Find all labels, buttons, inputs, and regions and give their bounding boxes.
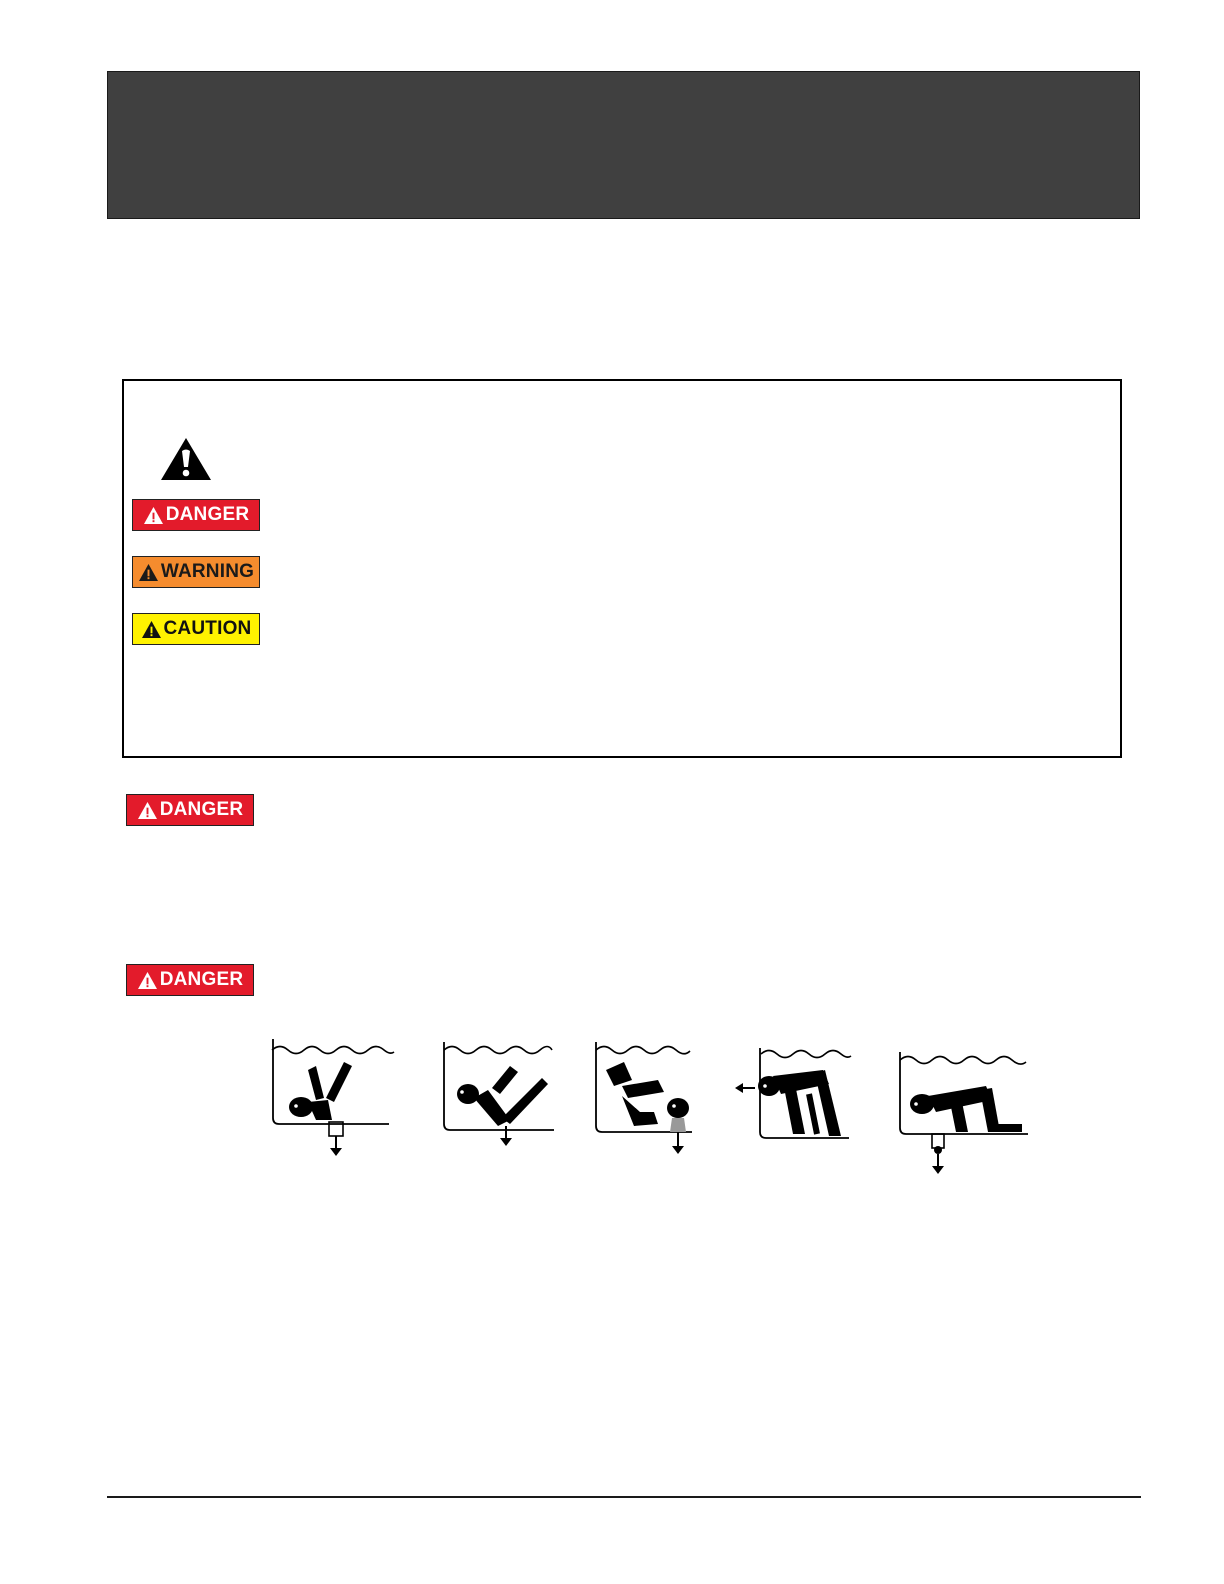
danger-label-text: DANGER: [159, 799, 244, 820]
danger-label: [132, 499, 260, 531]
warning-triangle-icon: [138, 563, 159, 582]
safety-legend-box: [122, 379, 1122, 758]
danger-label: [126, 794, 254, 826]
footer-rule: [107, 1496, 1141, 1498]
warning-triangle-icon: [143, 506, 164, 525]
hair-entrapment-figure: [270, 1036, 392, 1160]
warning-triangle-icon: [141, 620, 162, 639]
evisceration-figure: [733, 1044, 855, 1142]
danger-label-text: DANGER: [159, 969, 244, 990]
alert-triangle-icon: [160, 437, 212, 481]
warning-label: [132, 556, 260, 588]
warning-label-text: WARNING: [160, 561, 255, 582]
caution-label-text: CAUTION: [163, 618, 252, 639]
mechanical-entrapment-figure: [896, 1050, 1030, 1180]
header-band: [107, 71, 1140, 219]
caution-label: [132, 613, 260, 645]
warning-triangle-icon: [137, 971, 158, 990]
danger-label-text: DANGER: [165, 504, 250, 525]
body-suction-entrapment-figure: [592, 1040, 696, 1158]
limb-entrapment-figure: [440, 1040, 556, 1158]
danger-label: [126, 964, 254, 996]
warning-triangle-icon: [137, 801, 158, 820]
